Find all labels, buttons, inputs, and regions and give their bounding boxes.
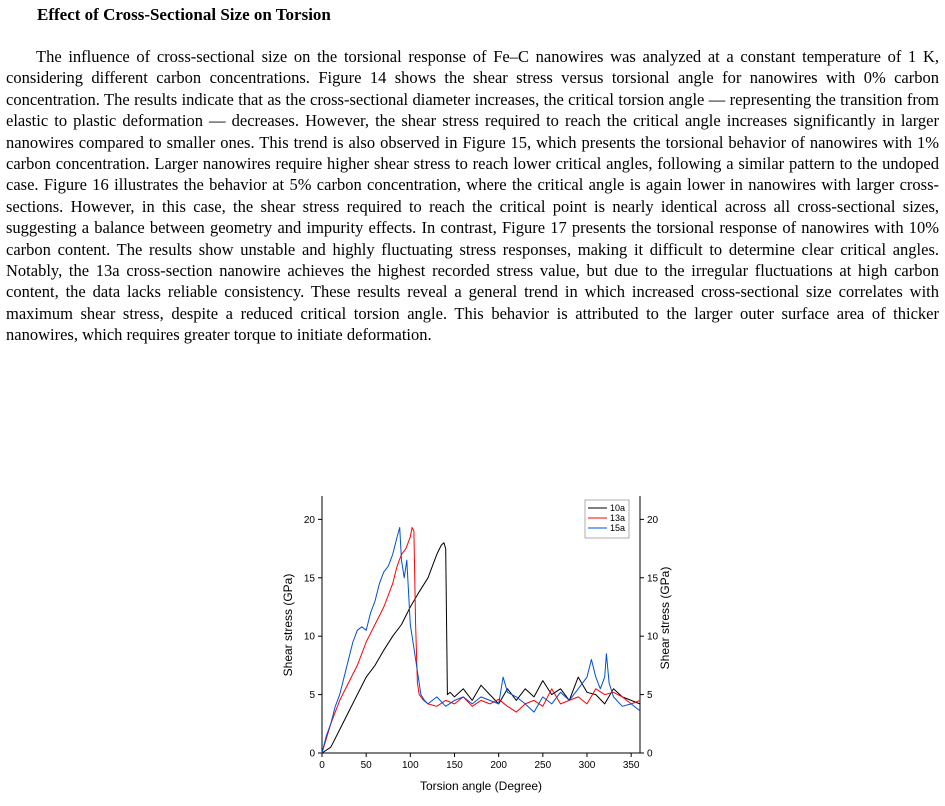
x-tick-label: 100 (401, 760, 419, 771)
x-tick-label: 50 (360, 760, 372, 771)
y-tick-label-left: 0 (309, 748, 315, 760)
y-tick-label-left: 5 (309, 690, 315, 702)
series-line-15a (322, 528, 640, 754)
y-tick-label-right: 5 (647, 690, 653, 702)
body-paragraph: The influence of cross-sectional size on the torsional response of Fe–C nanowires was analyzed at a constant temperature of 1 K, considering different carbon concentrations. Figure 14 shows the shear stress versus torsional angle for nanowires with 0% carbon concentration. The results indicate that as the cross-sectional diameter increases, the critical torsion angle — representing the transition from elastic to plastic deformation — decreases. However, the shear stress required to reach the critical angle increases significantly in larger nanowires compared to smaller ones. This trend is also observed in Figure 15, which presents the torsional behavior of nanowires with 1% carbon concentration. Larger nanowires require higher shear stress to reach lower critical angles, following a similar pattern to the undoped case. Figure 16 illustrates the behavior at 5% carbon concentration, where the critical angle is again lower in nanowires with larger cross-sections. However, in this case, the shear stress required to reach the critical point is nearly identical across all cross-sectional sizes, suggesting a balance between geometry and impurity effects. In contrast, Figure 17 presents the torsional response of nanowires with 10% carbon content. The results show unstable and highly fluctuating stress responses, making it difficult to determine clear critical angles. Notably, the 13a cross-section nanowire achieves the highest recorded stress value, but due to the irregular fluctuations at high carbon content, the data lacks reliable consistency. These results reveal a general trend in which increased cross-sectional size correlates with maximum shear stress, despite a reduced critical torsion angle. This behavior is attributed to the larger outer surface area of thicker nanowires, which requires greater torque to initiate deformation. (6, 47, 939, 345)
y-tick-label-left: 10 (303, 631, 315, 643)
x-tick-label: 300 (578, 760, 596, 771)
x-axis-label: Torsion angle (Degree) (419, 779, 543, 793)
y-tick-label-left: 15 (303, 573, 315, 585)
x-tick-label: 250 (534, 760, 552, 771)
x-tick-label: 0 (319, 760, 325, 771)
x-tick-label: 350 (622, 760, 640, 771)
torsion-figure (270, 488, 670, 801)
y-tick-label-left: 20 (303, 514, 315, 526)
series-line-13a (322, 528, 640, 754)
y-tick-label-right: 20 (647, 514, 659, 526)
y-tick-label-right: 15 (647, 573, 659, 585)
y-axis-label-left: Shear stress (GPa) (281, 573, 295, 677)
x-tick-label: 200 (490, 760, 508, 771)
section-heading: Effect of Cross-Sectional Size on Torsion (37, 5, 331, 24)
y-tick-label-right: 0 (647, 748, 653, 760)
series (322, 528, 640, 754)
legend-label-15a: 15a (610, 523, 626, 534)
legend-label-10a: 10a (610, 503, 626, 514)
ticks (304, 515, 659, 771)
shear-stress-chart (270, 488, 670, 801)
y-axis-label-right: Shear stress (GPa) (658, 566, 672, 670)
series-line-10a (322, 543, 640, 753)
legend-label-13a: 13a (610, 513, 626, 524)
y-tick-label-right: 10 (647, 631, 659, 643)
x-tick-label: 150 (446, 760, 463, 771)
legend (585, 500, 629, 538)
